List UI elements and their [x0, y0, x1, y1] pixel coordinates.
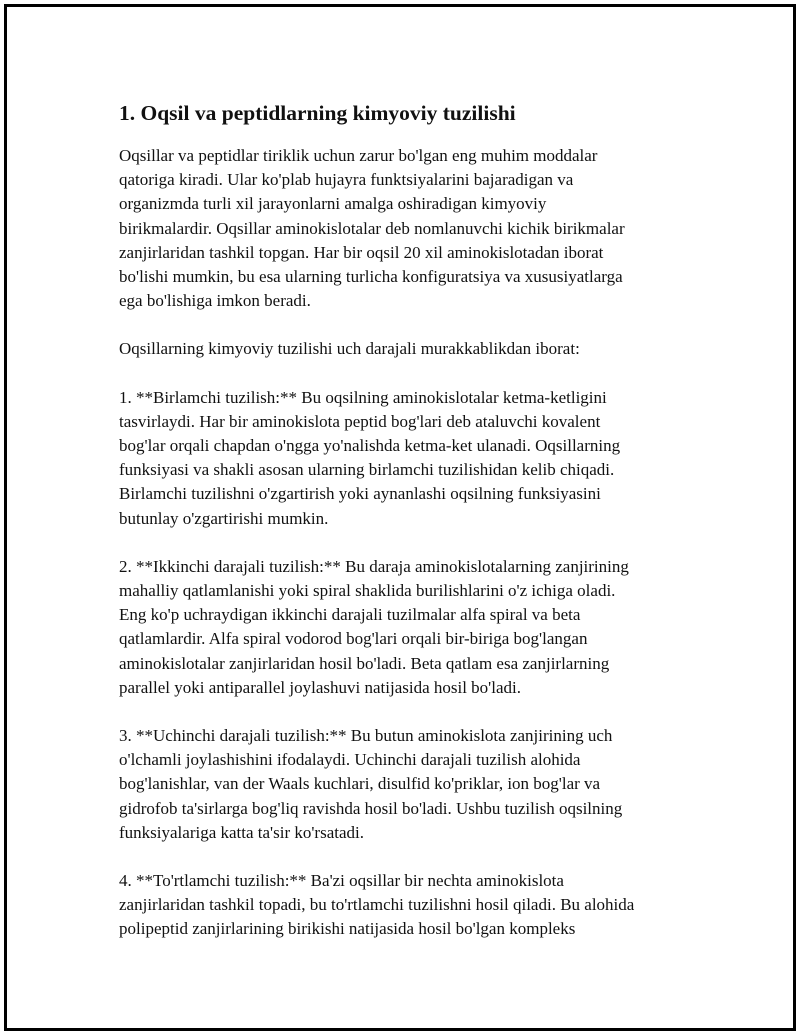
document-title: 1. Oqsil va peptidlarning kimyoviy tuzilishi	[119, 101, 516, 125]
document-body	[119, 98, 689, 966]
paragraph-tertiary-structure: 3. **Uchinchi darajali tuzilish:** Bu butun aminokislota zanjirining uch o'lchamli joylashishini ifodalaydi. Uchinchi darajali tuzilish alohida bog'lanishlar, van der Waals kuchlari, disulfid ko'priklar, ion bog'lar va gidrofob ta'sirlarga bog'liq ravishda hosil bo'ladi. Ushbu tuzilish oqsilning funksiyalariga katta ta'sir ko'rsatadi.	[119, 726, 623, 842]
paragraph-primary-structure: 1. **Birlamchi tuzilish:** Bu oqsilning aminokislotalar ketma-ketligini tasvirlaydi. Har bir aminokislota peptid bog'lari deb ataluvchi kovalent bog'lar orqali chapdan o'ngga yo'nalishda ketma-ket ulanadi. Oqsillarning funksiyasi va shakli asosan ularning birlamchi tuzilishidan kelib chiqadi. Birlamchi tuzilishni o'zgartirish yoki aynanlashi oqsilning funksiyasini butunlay o'zgartirishi mumkin.	[119, 387, 621, 528]
page-frame	[4, 4, 796, 1031]
paragraph-levels-overview: Oqsillarning kimyoviy tuzilishi uch darajali murakkablikdan iborat:	[119, 339, 580, 359]
paragraph-secondary-structure: 2. **Ikkinchi darajali tuzilish:** Bu daraja aminokislotalarning zanjirining mahalliy qatlamlanishi yoki spiral shaklida burilishlarini o'z ichiga oladi. Eng ko'p uchraydigan ikkinchi darajali tuzilmalar alfa spiral va beta qatlamlardir. Alfa spiral vodorod bog'lari orqali bir-biriga bog'langan aminokislotalar zanjirlaridan hosil bo'ladi. Beta qatlam esa zanjirlarning parallel yoki antiparallel joylashuvi natijasida hosil bo'ladi.	[119, 556, 629, 697]
paragraph-intro: Oqsillar va peptidlar tiriklik uchun zarur bo'lgan eng muhim moddalar qatoriga kiradi. Ular ko'plab hujayra funktsiyalarini bajaradigan va organizmda turli xil jarayonlarni amalga oshiradigan kimyoviy birikmalardir. Oqsillar aminokislotalar deb nomlanuvchi kichik birikmalar zanjirlaridan tashkil topgan. Har bir oqsil 20 xil aminokislotadan iborat bo'lishi mumkin, bu esa ularning turlicha konfiguratsiya va xususiyatlarga ega bo'lishiga imkon beradi.	[119, 146, 625, 311]
paragraph-quaternary-structure: 4. **To'rtlamchi tuzilish:** Ba'zi oqsillar bir nechta aminokislota zanjirlaridan tashkil topadi, bu to'rtlamchi tuzilishni hosil qiladi. Bu alohida polipeptid zanjirlarining birikishi natijasida hosil bo'lgan kompleks	[119, 871, 635, 939]
